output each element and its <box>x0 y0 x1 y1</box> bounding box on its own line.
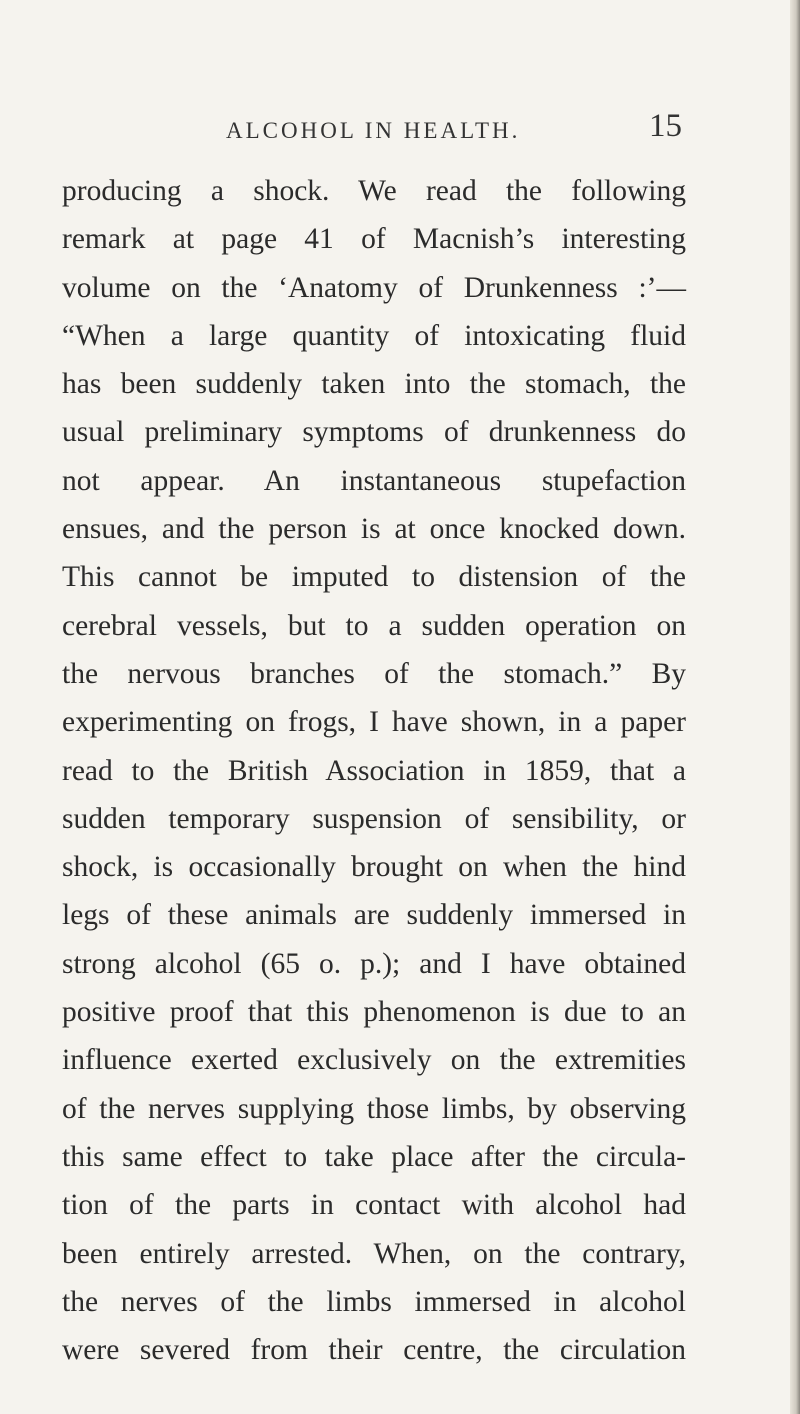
text-line: remark at page 41 of Macnish’s interesting <box>62 223 686 256</box>
running-head: ALCOHOL IN HEALTH. <box>226 118 521 143</box>
text-line: the nervous branches of the stomach.” By <box>62 657 686 690</box>
text-line: tion of the parts in contact with alcohol had <box>62 1189 686 1222</box>
text-line: been entirely arrested. When, on the contrary, <box>62 1237 686 1270</box>
body-text <box>62 167 686 1374</box>
text-line: positive proof that this phenomenon is due to an <box>62 996 686 1029</box>
text-line: influence exerted exclusively on the extremities <box>62 1044 686 1077</box>
text-line: producing a shock. We read the following <box>62 175 686 207</box>
text-line: volume on the ‘Anatomy of Drunkenness :’— <box>62 271 686 304</box>
text-line: cerebral vessels, but to a sudden operation on <box>62 609 686 642</box>
page-header <box>226 108 682 158</box>
text-line: ensues, and the person is at once knocked down. <box>62 513 686 546</box>
text-line: shock, is occasionally brought on when the hind <box>62 851 686 884</box>
text-line: were severed from their centre, the circulation <box>62 1334 686 1367</box>
text-line: “When a large quantity of intoxicating fluid <box>62 319 686 352</box>
text-line: has been suddenly taken into the stomach, the <box>62 368 686 401</box>
text-line: not appear. An instantaneous stupefaction <box>62 464 686 497</box>
text-line: read to the British Association in 1859, that a <box>62 754 686 787</box>
page-edge <box>790 0 800 1414</box>
text-line: this same effect to take place after the circula- <box>62 1140 686 1173</box>
text-line: of the nerves supplying those limbs, by observing <box>62 1092 686 1125</box>
text-line: sudden temporary suspension of sensibility, or <box>62 802 686 835</box>
page-number: 15 <box>649 108 682 144</box>
text-line: legs of these animals are suddenly immersed in <box>62 899 686 932</box>
text-line: strong alcohol (65 o. p.); and I have obtained <box>62 947 686 980</box>
text-line: the nerves of the limbs immersed in alcohol <box>62 1285 686 1318</box>
text-line: This cannot be imputed to distension of the <box>62 561 686 594</box>
text-line: usual preliminary symptoms of drunkenness do <box>62 416 686 449</box>
text-line: experimenting on frogs, I have shown, in a paper <box>62 706 686 739</box>
